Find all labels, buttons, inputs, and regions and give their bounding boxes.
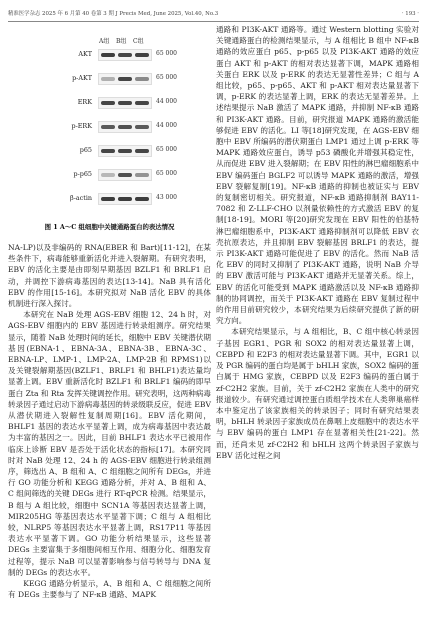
protein-band xyxy=(135,77,149,81)
paragraph: KEGG 通路分析显示，A、B 组和 A、C 组细胞之间所有 DEGs 主要参与了 NF-κB 通路、MAPK xyxy=(8,579,211,600)
blot-strip xyxy=(98,145,152,157)
right-column-text xyxy=(216,24,419,461)
running-header xyxy=(8,8,419,20)
header-rule xyxy=(8,21,419,22)
paragraph: 本研究结果显示，与 A 组相比，B、C 组中核心转录因子基因 EGR1、PGR 和 SOX2 的相对表达量显著上调，CEBPD 和 E2F3 的相对表达量显著下调。其中，EGR1 以及 PGR 编码的蛋白均是属于 bHLH 家族，SOX2 编码的蛋白属于 HMG 家族，CEBPD 以及 E2F3 编码的蛋白属于 zf-C2H2 家族。目前，关于 zf-C2H2 家族在人类中的研究报道较少。有研究通过调控蛋白质组学技术在人类卵巢癌样本中鉴定出了该家族相关的转录因子；同时有研究结果表明，bHLH 转录因子家族成员在鼻咽上皮细胞中的表达水平与 EBV 编码的蛋白 LMP1 存在显著相关性[21-22]。然而，还尚未见 zf-C2H2 和 bHLH 这两个转录因子家族与 EBV 活化过程之间 xyxy=(216,327,419,460)
blot-strip xyxy=(98,121,152,133)
blot-row xyxy=(54,120,194,132)
figure-caption: 图 1 A～C 组细胞中关键通路蛋白的表达情况 xyxy=(44,223,175,231)
protein-label: ERK xyxy=(77,98,92,106)
paragraph: 本研究在 NaB 处理 AGS-EBV 细胞 12、24 h 时，对 AGS-EBV 细胞内的 EBV 基因进行转录组测序。研究结果显示，随着 NaB 处理时间的延长，细胞中 EBV 关键潜伏期基因(EBNA-1、EBNA-3A、EBNA-3B、EBNA-3C、EBNA-LP、LMP-1、LMP-2A、LMP-2B 和 RPMS1)以及关键裂解期基因(BZLF1、BRLF1 和 BHLF1)表达量均显著上调。EBV 重新活化时 BZLF1 和 BRLF1 编码的即早蛋白 Zta 和 Rta 发挥关键调控作用。研究表明，这两种病毒转录因子通过启动下游病毒基因的转录级联反应，促进 EBV 从潜伏期进入裂解性复制周期[16]。EBV 活化期间，BHLF1 基因的表达水平显著上调，成为病毒基因中表达最为丰富的基因之一。因此，目前 BHLF1 表达水平已被用作临床上诊断 EBV 是否处于活化状态的指标[17]。本研究同时对 NaB 处理 12、24 h 的 AGS-EBV 细胞进行转录组测序，筛选出 A、B 组和 A、C 组细胞之间所有 DEGs，并进行 GO 功能分析和 KEGG 通路分析，并对 A、B 组和 A、C 组间筛选的关键 DEGs 进行 RT-qPCR 检测。结果显示，B 组与 A 组比较，细胞中 SCN1A 等基因表达显著上调，MIR205HG 等基因表达水平显著下调；C 组与 A 组相比较，NLRP5 等基因表达水平显著上调，RS17P11 等基因表达水平显著下调。GO 功能分析结果显示，这些显著 DEGs 主要富集于多细胞间相互作用、细胞分化、细胞发育过程等，提示 NaB 可以显著影响参与信号转导与 DNA 复制的 DEGs 的表达水平。 xyxy=(8,310,211,577)
protein-band xyxy=(135,173,149,177)
protein-band xyxy=(118,149,132,153)
protein-band xyxy=(135,101,149,105)
protein-band xyxy=(118,77,132,81)
paragraph: NA-LP)以及非编码的 RNA(EBER 和 Bart)[11-12]，在某些条件下，病毒能够重新活化并进入裂解期。有研究表明，EBV 的活化主要是由即刻早期基因 BZLF1 和 BRLF1 启动，并调控下游病毒基因的表达[13-14]。NaB 具有活化 EBV 的作用[15-16]。本研究拟对 NaB 活化 EBV 的具体机制进行深入探讨。 xyxy=(8,243,211,309)
protein-label: p-p65 xyxy=(73,170,92,178)
protein-band xyxy=(118,173,132,177)
protein-band xyxy=(118,53,132,57)
molecular-weight: 44 000 xyxy=(156,122,177,129)
protein-band xyxy=(135,53,149,57)
left-column xyxy=(8,24,211,601)
protein-band xyxy=(101,53,115,57)
journal-info: 精准医学杂志 2025 年 6 月第 40 卷第 3 期 J Precis Med, June 2025, Vol.40, No.3 xyxy=(8,11,219,17)
blot-row xyxy=(54,72,194,84)
protein-band xyxy=(135,197,149,201)
molecular-weight: 44 000 xyxy=(156,98,177,105)
molecular-weight: 43 000 xyxy=(156,194,177,201)
blot-row xyxy=(54,48,194,60)
blot-strip xyxy=(98,97,152,109)
protein-label: p-ERK xyxy=(71,122,92,130)
protein-band xyxy=(135,149,149,153)
page-number: · 193 · xyxy=(401,11,419,17)
protein-band xyxy=(101,101,115,105)
blot-strip xyxy=(98,169,152,181)
western-blot-figure xyxy=(8,24,211,242)
protein-label: AKT xyxy=(78,50,92,58)
lane-label: A组 xyxy=(99,38,110,45)
lane-label: B组 xyxy=(116,38,127,45)
right-column xyxy=(216,24,419,461)
blot-row xyxy=(54,144,194,156)
blot-strip xyxy=(98,73,152,85)
protein-band xyxy=(118,125,132,129)
protein-band xyxy=(118,197,132,201)
protein-band xyxy=(101,77,115,81)
blot-strip xyxy=(98,49,152,61)
molecular-weight: 65 000 xyxy=(156,170,177,177)
blot-row xyxy=(54,192,194,204)
protein-band xyxy=(135,125,149,129)
lane-label: C组 xyxy=(133,38,144,45)
blot-row xyxy=(54,168,194,180)
paragraph: 通路和 PI3K-AKT 通路等。通过 Western blotting 实验对关键通路蛋白的检测结果显示，与 A 组相比 B 组中 NF-κB 通路的效应蛋白 p65、p-p65 以及 PI3K-AKT 通路的效应蛋白 AKT 和 p-AKT 的相对表达显著下调，MAPK 通路相关蛋白 ERK 以及 p-ERK 的表达无显著性差异；C 组与 A 组比较，p65、p-p65、AKT 和 p-AKT 相对表达量显著下调，p-ERK 的表达显著上调，ERK 的表达无显著差异。上述结果提示 NaB 激活了 MAPK 通路，并抑制 NF-κB 通路和 PI3K-AKT 通路。目前，研究报道 MAPK 通路的激活能够促进 EBV 的活化。LI 等[18]研究发现，在 AGS-EBV 细胞中 EBV 所编码的潜伏期蛋白 LMP1 通过上调 p-ERK 等 MAPK 通路效应蛋白，诱导 p53 磷酸化并增强其稳定性，从而促进 EBV 进入裂解期；在 EBV 阳性的淋巴瘤细胞系中 EBV 编码蛋白 BGLF2 可以诱导 MAPK 通路的激活，增强 EBV 裂解复制[19]。NF-κB 通路的抑制也被证实与 EBV 的复制密切相关。研究报道，NF-κB 通路抑制剂 BAY11-7082 和 Z-LLF-CHO 以剂量依赖性的方式激活 EBV 的复制[18-19]。MORI 等[20]研究发现在 EBV 阳性的伯基特淋巴瘤细胞系中，PI3K-AKT 通路抑制剂可以降低 EBV 衣壳抗原表达，并且抑制 EBV 裂解基因 BRLF1 的表达，提示 PI3K-AKT 通路可能促进了 EBV 的活化。然而 NaB 活化 EBV 的同时又抑制了 PI3K-AKT 通路，说明 NaB 介导的 EBV 激活可能与 PI3K-AKT 通路并无显著关系。综上，EBV 的活化可能受到 MAPK 通路激活以及 NF-κB 通路抑制的协同调控，而关于 PI3K-AKT 通路在 EBV 复制过程中的作用目前研究较少，本研究结果为后续研究提供了新的研究方向。 xyxy=(216,25,419,326)
protein-band xyxy=(118,101,132,105)
protein-band xyxy=(101,125,115,129)
protein-label: p-AKT xyxy=(72,74,92,82)
protein-label: β-actin xyxy=(70,194,92,202)
molecular-weight: 65 000 xyxy=(156,74,177,81)
blot-row xyxy=(54,96,194,108)
molecular-weight: 65 000 xyxy=(156,50,177,57)
blot-strip xyxy=(98,193,152,205)
left-column-text xyxy=(8,242,211,601)
molecular-weight: 65 000 xyxy=(156,146,177,153)
protein-label: p65 xyxy=(79,146,92,154)
protein-band xyxy=(101,149,115,153)
protein-band xyxy=(101,173,115,177)
protein-band xyxy=(101,197,115,201)
